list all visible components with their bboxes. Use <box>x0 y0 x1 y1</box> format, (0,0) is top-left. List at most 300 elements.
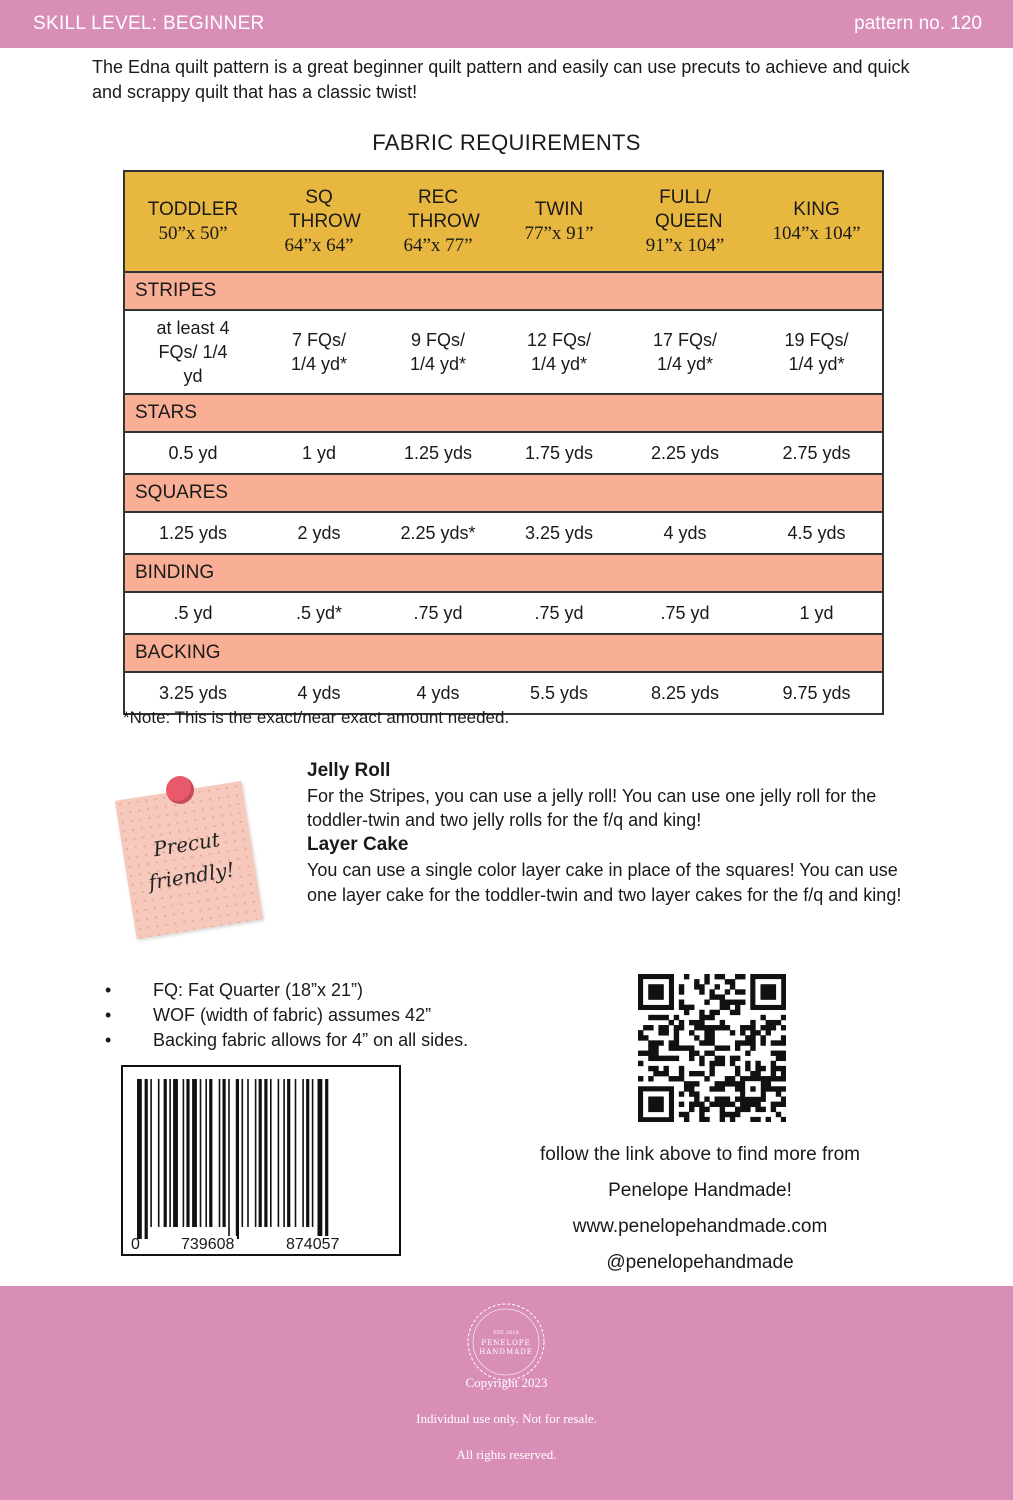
qr-module <box>648 1076 653 1081</box>
qr-module <box>715 1025 720 1030</box>
qr-module <box>709 1030 714 1035</box>
qr-module <box>781 1086 786 1091</box>
table-cell: 4 yds <box>261 672 377 714</box>
qr-module <box>674 1076 679 1081</box>
qr-module <box>760 1066 765 1071</box>
barcode-bar <box>242 1079 244 1227</box>
website-link[interactable]: www.penelopehandmade.com <box>572 1216 828 1237</box>
qr-module <box>735 1040 740 1045</box>
qr-module <box>704 1096 709 1101</box>
qr-module <box>715 994 720 999</box>
qr-module <box>735 1107 740 1112</box>
qr-module <box>730 1117 735 1122</box>
barcode-bar <box>264 1079 267 1227</box>
qr-module <box>674 1035 679 1040</box>
qr-module <box>771 1071 776 1076</box>
qr-module <box>699 1071 704 1076</box>
qr-module <box>674 1045 679 1050</box>
qr-module <box>730 984 735 989</box>
qr-module <box>694 1035 699 1040</box>
qr-module <box>679 1020 684 1025</box>
qr-module <box>694 984 699 989</box>
qr-module <box>704 979 709 984</box>
qr-module <box>648 1015 653 1020</box>
qr-module <box>781 1066 786 1071</box>
barcode-bar <box>312 1079 314 1227</box>
sticky-note-label: Precut friendly! <box>146 827 237 895</box>
qr-module <box>740 1000 745 1005</box>
barcode-bar <box>200 1079 202 1227</box>
qr-module <box>750 1045 755 1050</box>
precut-friendly-sticky-note <box>115 781 263 939</box>
qr-module <box>709 1025 714 1030</box>
section-row-binding: BINDING <box>124 554 883 592</box>
qr-module <box>704 1025 709 1030</box>
qr-module <box>771 1020 776 1025</box>
qr-module <box>720 1061 725 1066</box>
table-cell: 3.25 yds <box>499 512 619 554</box>
barcode-bar <box>173 1079 178 1227</box>
barcode-bar <box>223 1079 226 1227</box>
qr-module <box>740 1030 745 1035</box>
rights-note: All rights reserved. <box>456 1447 557 1462</box>
qr-module <box>689 1091 694 1096</box>
qr-module <box>709 1102 714 1107</box>
qr-module <box>709 1040 714 1045</box>
qr-module <box>699 984 704 989</box>
table-row <box>124 512 883 554</box>
qr-module <box>679 984 684 989</box>
qr-module <box>653 1040 658 1045</box>
qr-module <box>730 1112 735 1117</box>
qr-module <box>709 989 714 994</box>
qr-module <box>694 1096 699 1101</box>
table-cell: 17 FQs/ 1/4 yd* <box>619 310 751 394</box>
qr-module <box>689 1005 694 1010</box>
intro-text: The Edna quilt pattern is a great beginner quilt pattern and easily can use precuts to achieve and quick and scrappy quilt that has a classic twist! <box>92 57 910 102</box>
qr-module <box>776 1066 781 1071</box>
qr-module <box>694 1081 699 1086</box>
qr-module <box>689 1056 694 1061</box>
qr-module <box>704 974 709 979</box>
qr-module <box>648 1040 653 1045</box>
barcode-bar <box>145 1079 148 1239</box>
qr-module <box>699 1107 704 1112</box>
col-header-full-queen: FULL/ QUEEN 91”x 104” <box>619 171 751 272</box>
table-cell: .75 yd <box>377 592 499 634</box>
qr-module <box>725 1025 730 1030</box>
qr-module <box>755 1107 760 1112</box>
qr-module <box>684 974 689 979</box>
qr-module <box>725 1081 730 1086</box>
table-cell: 19 FQs/ 1/4 yd* <box>751 310 883 394</box>
qr-module <box>760 984 776 1000</box>
col-header-sq-throw: SQ THROW 64”x 64” <box>261 171 377 272</box>
qr-module <box>699 1056 704 1061</box>
qr-module <box>715 1010 720 1015</box>
col-header-rec-throw: REC THROW 64”x 77” <box>377 171 499 272</box>
barcode-bar <box>150 1079 152 1227</box>
qr-module <box>669 1045 674 1050</box>
qr-module <box>689 1081 694 1086</box>
qr-module <box>648 1096 664 1112</box>
qr-module <box>704 1117 709 1122</box>
qr-module <box>694 1020 699 1025</box>
notes-list <box>105 978 468 1053</box>
qr-module <box>715 974 720 979</box>
qr-module <box>679 1045 684 1050</box>
table-cell: 3.25 yds <box>124 672 261 714</box>
qr-module <box>664 1071 669 1076</box>
qr-module <box>781 1117 786 1122</box>
qr-module <box>781 1071 786 1076</box>
qr-module <box>730 1061 735 1066</box>
qr-module <box>755 1066 760 1071</box>
table-cell: 2.75 yds <box>751 432 883 474</box>
qr-module <box>771 1066 776 1071</box>
qr-module <box>730 1030 735 1035</box>
qr-module <box>638 1035 643 1040</box>
qr-module <box>689 1051 694 1056</box>
qr-module <box>720 1025 725 1030</box>
qr-module <box>679 1102 684 1107</box>
qr-module <box>750 1117 755 1122</box>
seal-name-2: HANDMADE <box>479 1348 533 1356</box>
qr-module <box>694 1091 699 1096</box>
qr-module <box>735 989 740 994</box>
qr-module <box>653 1045 658 1050</box>
list-item: • Backing fabric allows for 4” on all sides. <box>105 1028 468 1053</box>
table-cell: at least 4 FQs/ 1/4 yd <box>124 310 261 394</box>
qr-code[interactable] <box>638 974 786 1122</box>
table-cell: 4 yds <box>619 512 751 554</box>
qr-module <box>715 1081 720 1086</box>
barcode-bar <box>205 1079 207 1227</box>
qr-module <box>664 1015 669 1020</box>
qr-module <box>730 1081 735 1086</box>
skill-level: SKILL LEVEL: BEGINNER <box>33 13 265 34</box>
table-cell: 8.25 yds <box>619 672 751 714</box>
qr-module <box>699 1102 704 1107</box>
qr-module <box>766 1081 771 1086</box>
qr-module <box>725 1000 730 1005</box>
qr-module <box>755 1117 760 1122</box>
qr-module <box>745 1102 750 1107</box>
barcode-bar <box>219 1079 221 1227</box>
qr-module <box>720 1086 725 1091</box>
qr-module <box>740 974 745 979</box>
qr-module <box>735 1096 740 1101</box>
qr-module <box>689 1102 694 1107</box>
qr-module <box>658 1015 663 1020</box>
qr-module <box>658 1071 663 1076</box>
table-cell: 1 yd <box>261 432 377 474</box>
qr-module <box>745 1107 750 1112</box>
layer-cake-heading: Layer Cake <box>307 834 409 856</box>
qr-module <box>771 1025 776 1030</box>
precut-info <box>307 759 917 907</box>
qr-module <box>674 1025 679 1030</box>
qr-module <box>776 1051 781 1056</box>
qr-module <box>781 1056 786 1061</box>
barcode <box>121 1065 401 1256</box>
barcode-bar <box>228 1079 230 1239</box>
table-row <box>124 310 883 394</box>
follow-line-2: Penelope Handmade! <box>608 1180 792 1201</box>
qr-module <box>725 1096 730 1101</box>
penelope-handmade-seal-logo <box>464 1300 548 1384</box>
qr-module <box>699 1015 704 1020</box>
qr-module <box>755 1030 760 1035</box>
qr-module <box>709 1015 714 1020</box>
qr-module <box>648 1056 653 1061</box>
barcode-bar <box>287 1079 290 1227</box>
qr-module <box>771 1040 776 1045</box>
qr-module <box>735 1010 740 1015</box>
qr-module <box>684 1005 689 1010</box>
qr-module <box>689 1020 694 1025</box>
qr-module <box>750 1086 755 1091</box>
barcode-bar <box>255 1079 257 1227</box>
table-cell: 1.25 yds <box>377 432 499 474</box>
qr-module <box>720 1107 725 1112</box>
qr-module <box>776 1112 781 1117</box>
barcode-bar <box>318 1079 323 1239</box>
qr-module <box>704 1107 709 1112</box>
qr-module <box>781 1051 786 1056</box>
qr-module <box>720 1117 725 1122</box>
qr-module <box>740 1040 745 1045</box>
barcode-bar <box>209 1079 212 1227</box>
qr-module <box>776 1040 781 1045</box>
section-row-stripes: STRIPES <box>124 272 883 310</box>
qr-module <box>704 1015 709 1020</box>
qr-module <box>699 1040 704 1045</box>
qr-module <box>684 1086 689 1091</box>
qr-module <box>725 979 730 984</box>
section-row-stars: STARS <box>124 394 883 432</box>
qr-module <box>735 1081 740 1086</box>
qr-module <box>694 1051 699 1056</box>
list-item: • WOF (width of fabric) assumes 42” <box>105 1003 468 1028</box>
qr-module <box>771 1051 776 1056</box>
qr-module <box>776 1020 781 1025</box>
qr-module <box>720 1056 725 1061</box>
col-header-toddler: TODDLER 50”x 50” <box>124 171 261 272</box>
qr-module <box>684 1112 689 1117</box>
qr-module <box>679 1066 684 1071</box>
qr-module <box>715 1056 720 1061</box>
qr-module <box>715 1045 720 1050</box>
qr-module <box>725 1112 730 1117</box>
qr-module <box>679 1076 684 1081</box>
qr-module <box>648 1051 653 1056</box>
qr-module <box>669 1020 674 1025</box>
qr-module <box>689 1045 694 1050</box>
list-item: • FQ: Fat Quarter (18”x 21”) <box>105 978 468 1003</box>
table-row <box>124 432 883 474</box>
qr-module <box>704 1076 709 1081</box>
qr-module <box>781 1102 786 1107</box>
qr-module <box>709 1010 714 1015</box>
section-row-backing: BACKING <box>124 634 883 672</box>
qr-module <box>679 1025 684 1030</box>
qr-module <box>781 1040 786 1045</box>
footer <box>0 1286 1013 1500</box>
qr-module <box>745 1061 750 1066</box>
qr-module <box>730 1010 735 1015</box>
qr-module <box>730 1000 735 1005</box>
barcode-bar <box>270 1079 272 1227</box>
barcode-bar <box>137 1079 142 1239</box>
barcode-bar <box>186 1079 189 1227</box>
qr-module <box>760 1025 765 1030</box>
qr-module <box>704 1040 709 1045</box>
barcode-digit-prefix: 0 <box>131 1236 140 1253</box>
qr-module <box>704 1051 709 1056</box>
qr-module <box>720 1081 725 1086</box>
qr-module <box>735 1066 740 1071</box>
qr-module <box>679 1005 684 1010</box>
social-handle[interactable]: @penelopehandmade <box>606 1252 794 1273</box>
qr-module <box>648 1025 653 1030</box>
qr-module <box>669 1040 674 1045</box>
qr-module <box>684 1010 689 1015</box>
qr-module <box>750 1025 755 1030</box>
jelly-roll-heading: Jelly Roll <box>307 760 391 781</box>
qr-module <box>664 1056 669 1061</box>
table-header-row <box>124 171 883 272</box>
qr-module <box>720 1112 725 1117</box>
barcode-bar <box>302 1079 304 1227</box>
qr-module <box>745 1035 750 1040</box>
qr-module <box>664 1030 669 1035</box>
qr-module <box>740 989 745 994</box>
qr-module <box>709 1086 714 1091</box>
qr-module <box>709 1071 714 1076</box>
qr-module <box>766 1076 771 1081</box>
qr-module <box>709 1061 714 1066</box>
qr-module <box>766 1025 771 1030</box>
qr-module <box>740 1025 745 1030</box>
follow-block <box>490 1137 910 1281</box>
qr-module <box>750 1040 755 1045</box>
barcode-bar <box>259 1079 262 1227</box>
qr-module <box>704 1000 709 1005</box>
qr-module <box>755 1102 760 1107</box>
qr-module <box>674 1040 679 1045</box>
section-row-squares: SQUARES <box>124 474 883 512</box>
qr-module <box>658 1025 663 1030</box>
qr-module <box>750 1030 755 1035</box>
qr-module <box>694 1025 699 1030</box>
qr-module <box>745 1066 750 1071</box>
qr-module <box>725 1045 730 1050</box>
qr-module <box>725 1102 730 1107</box>
qr-module <box>699 1010 704 1015</box>
qr-module <box>760 1015 765 1020</box>
layer-cake-text: You can use a single color layer cake in place of the squares! You can use one layer cake for the toddler-twin and two layer cakes for the f/q and king! <box>307 859 902 905</box>
table-cell: 1.25 yds <box>124 512 261 554</box>
qr-module <box>725 1005 730 1010</box>
qr-module <box>658 1056 663 1061</box>
table-cell: .5 yd <box>124 592 261 634</box>
qr-module <box>771 1107 776 1112</box>
qr-module <box>674 1030 679 1035</box>
qr-module <box>740 1107 745 1112</box>
qr-module <box>709 1066 714 1071</box>
qr-module <box>699 1061 704 1066</box>
qr-module <box>735 1112 740 1117</box>
barcode-digits-right: 874057 <box>283 1236 342 1254</box>
qr-module <box>781 1076 786 1081</box>
qr-module <box>694 1102 699 1107</box>
barcode-bar <box>164 1079 167 1227</box>
qr-module <box>638 1030 643 1035</box>
qr-module <box>674 1056 679 1061</box>
qr-module <box>648 1045 653 1050</box>
qr-module <box>730 1102 735 1107</box>
qr-module <box>766 1117 771 1122</box>
qr-module <box>720 1096 725 1101</box>
qr-module <box>679 1000 684 1005</box>
qr-module <box>750 1071 755 1076</box>
qr-module <box>653 1051 658 1056</box>
table-cell: 12 FQs/ 1/4 yd* <box>499 310 619 394</box>
col-header-twin: TWIN 77”x 91” <box>499 171 619 272</box>
table-cell: 2.25 yds* <box>377 512 499 554</box>
fabric-requirements-table <box>123 170 884 715</box>
qr-module <box>781 1035 786 1040</box>
header-bar <box>0 0 1013 48</box>
qr-module <box>720 1005 725 1010</box>
qr-module <box>760 1107 765 1112</box>
table-cell: .5 yd* <box>261 592 377 634</box>
qr-module <box>755 1071 760 1076</box>
table-cell: 0.5 yd <box>124 432 261 474</box>
qr-module <box>750 1020 755 1025</box>
qr-module <box>715 1086 720 1091</box>
qr-module <box>704 1030 709 1035</box>
qr-module <box>648 1066 653 1071</box>
barcode-bar <box>295 1079 297 1227</box>
barcode-bar <box>325 1079 328 1239</box>
qr-module <box>664 1066 669 1071</box>
qr-module <box>766 1030 771 1035</box>
qr-module <box>664 1025 669 1030</box>
qr-module <box>689 1071 694 1076</box>
qr-module <box>669 1076 674 1081</box>
barcode-bar <box>169 1079 171 1227</box>
qr-module <box>776 1091 781 1096</box>
table-row <box>124 592 883 634</box>
qr-module <box>679 1112 684 1117</box>
jelly-roll-text: For the Stripes, you can use a jelly roll! You can use one jelly roll for the toddler-twin and two jelly rolls for the f/q and king! <box>307 785 877 831</box>
qr-module <box>760 1035 765 1040</box>
qr-module <box>720 1020 725 1025</box>
qr-module <box>781 1015 786 1020</box>
barcode-bar <box>158 1079 160 1227</box>
qr-module <box>730 979 735 984</box>
qr-module <box>771 1076 776 1081</box>
qr-module <box>643 1051 648 1056</box>
table-cell: 9 FQs/ 1/4 yd* <box>377 310 499 394</box>
qr-module <box>699 1112 704 1117</box>
qr-module <box>730 1056 735 1061</box>
table-cell: 1 yd <box>751 592 883 634</box>
qr-module <box>776 1056 781 1061</box>
qr-module <box>638 1051 643 1056</box>
